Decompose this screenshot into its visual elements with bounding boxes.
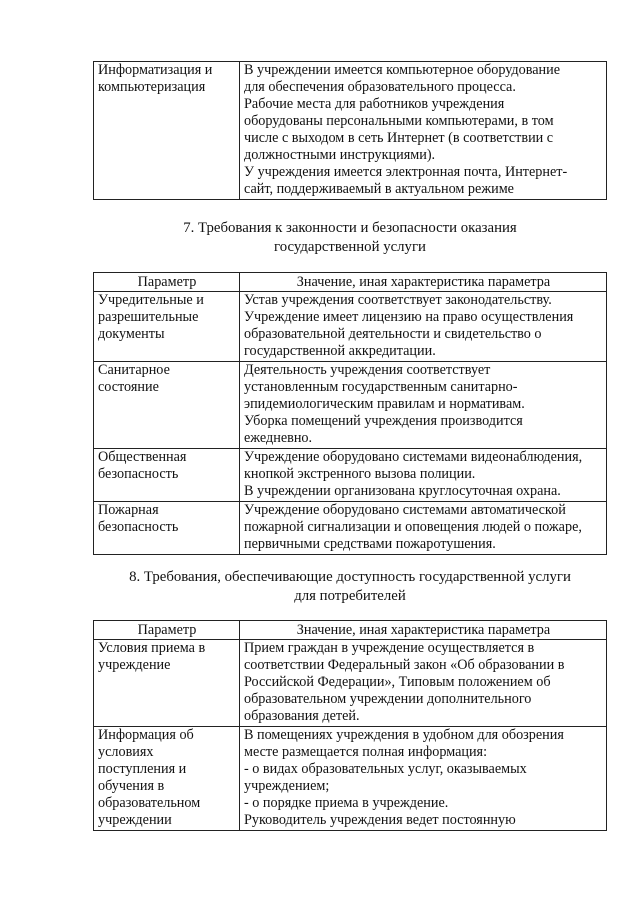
table-row	[94, 62, 607, 200]
param-cell: Информация об условиях поступления и обучения в образовательном учреждении	[94, 727, 240, 831]
table-row	[94, 449, 607, 502]
table-row	[94, 292, 607, 362]
param-cell: Информатизация и компьютеризация	[94, 62, 240, 200]
accessibility-requirements-table	[93, 620, 607, 831]
value-cell: Прием граждан в учреждение осуществляется в соответствии Федеральный закон «Об образовании в Российской Федерации», Типовым положением об образовательном учреждении дополнительного образования детей.	[240, 640, 607, 727]
informatization-table	[93, 61, 607, 200]
value-cell: В помещениях учреждения в удобном для обозрения месте размещается полная информация: - о видах образовательных услуг, оказываемых учреждением; - о порядке приема в учреждение. Руководитель учреждения ведет постоянную	[240, 727, 607, 831]
column-header-param: Параметр	[94, 621, 240, 640]
param-cell: Условия приема в учреждение	[94, 640, 240, 727]
section-8-heading: 8. Требования, обеспечивающие доступность государственной услуги для потребителей	[129, 569, 571, 604]
param-cell: Пожарная безопасность	[94, 502, 240, 555]
param-cell: Общественная безопасность	[94, 449, 240, 502]
value-cell: Устав учреждения соответствует законодательству. Учреждение имеет лицензию на право осуществления образовательной деятельности и свидетельство о государственной аккредитации.	[240, 292, 607, 362]
table-row	[94, 502, 607, 555]
value-cell: В учреждении имеется компьютерное оборудование для обеспечения образовательного процесса. Рабочие места для работников учреждения оборудованы персональными компьютерами, в том числе с выходом в сеть Интернет (в соответствии с должностными инструкциями). У учреждения имеется электронная почта, Интернет- сайт, поддерживаемый в актуальном режиме	[240, 62, 607, 200]
column-header-value: Значение, иная характеристика параметра	[240, 621, 607, 640]
value-cell: Учреждение оборудовано системами автоматической пожарной сигнализации и оповещения людей о пожаре, первичными средствами пожаротушения.	[240, 502, 607, 555]
section-7-heading: 7. Требования к законности и безопасности оказания государственной услуги	[183, 220, 517, 255]
table-row	[94, 362, 607, 449]
column-header-param: Параметр	[94, 273, 240, 292]
table-row	[94, 727, 607, 831]
table-header-row	[94, 273, 607, 292]
safety-requirements-table	[93, 272, 607, 555]
param-cell: Санитарное состояние	[94, 362, 240, 449]
table-header-row	[94, 621, 607, 640]
value-cell: Деятельность учреждения соответствует установленным государственным санитарно- эпидемиологическим правилам и нормативам. Уборка помещений учреждения производится ежедневно.	[240, 362, 607, 449]
table-row	[94, 640, 607, 727]
param-cell: Учредительные и разрешительные документы	[94, 292, 240, 362]
column-header-value: Значение, иная характеристика параметра	[240, 273, 607, 292]
value-cell: Учреждение оборудовано системами видеонаблюдения, кнопкой экстренного вызова полиции. В учреждении организована круглосуточная охрана.	[240, 449, 607, 502]
